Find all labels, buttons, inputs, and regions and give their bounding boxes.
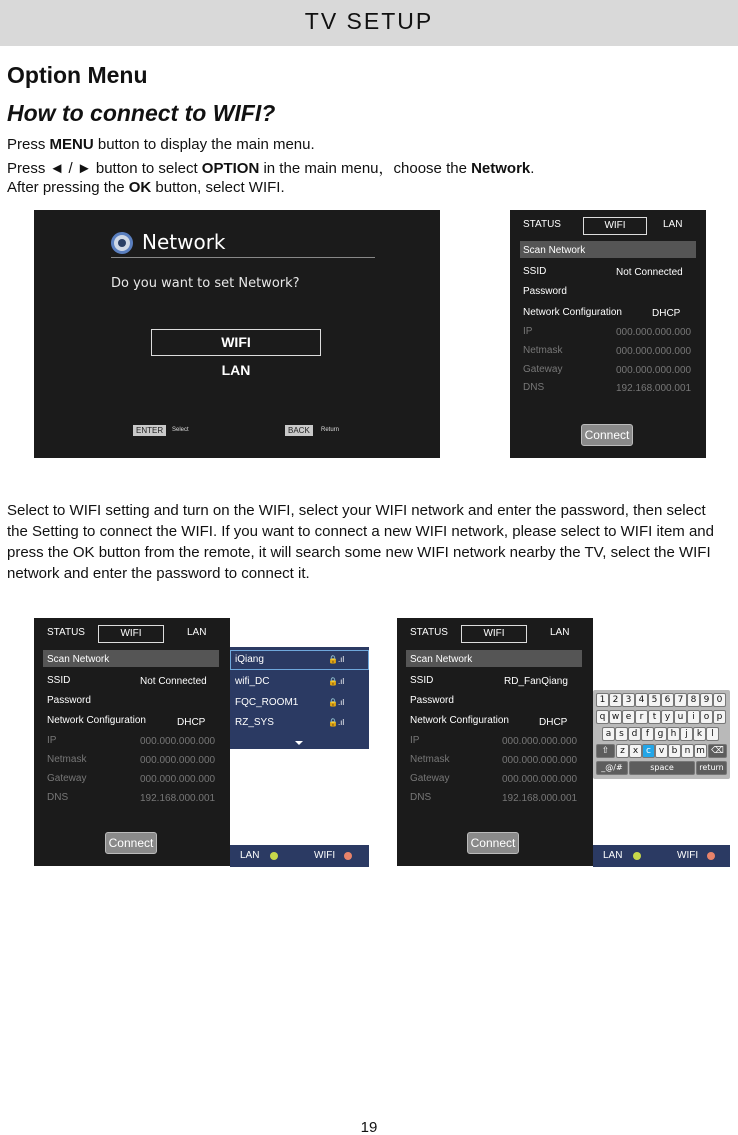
- netconfig-label[interactable]: Network Configuration: [410, 715, 509, 726]
- tab-lan[interactable]: LAN: [187, 627, 207, 638]
- lock-signal-icon: 🔒.ıl: [328, 718, 345, 727]
- lan-status-dot-icon: [633, 852, 641, 860]
- connection-status-bar: [230, 845, 369, 867]
- option-wifi[interactable]: WIFI: [151, 329, 321, 356]
- key[interactable]: x: [629, 744, 642, 758]
- key[interactable]: i: [687, 710, 700, 724]
- lock-signal-icon: 🔒.ıl: [328, 655, 345, 664]
- network-keyword: Network: [471, 160, 531, 177]
- key[interactable]: r: [635, 710, 648, 724]
- scan-network[interactable]: Scan Network: [523, 245, 586, 256]
- netconfig-label[interactable]: Network Configuration: [47, 715, 146, 726]
- lan-status-label: LAN: [240, 850, 260, 861]
- connect-button[interactable]: Connect: [105, 832, 157, 854]
- key[interactable]: l: [706, 727, 719, 741]
- gateway-value: 000.000.000.000: [616, 365, 692, 376]
- ip-label: IP: [523, 326, 533, 337]
- key[interactable]: p: [713, 710, 726, 724]
- password-label[interactable]: Password: [523, 286, 567, 297]
- key[interactable]: f: [641, 727, 654, 741]
- key[interactable]: 4: [635, 693, 648, 707]
- wifi-network-item[interactable]: iQiang: [235, 654, 264, 665]
- intro-line-2: [7, 157, 534, 178]
- gateway-label: Gateway: [523, 364, 563, 375]
- gateway-label: Gateway: [47, 773, 87, 784]
- status-screen-3: [397, 618, 593, 866]
- lan-status-dot-icon: [270, 852, 278, 860]
- key[interactable]: y: [661, 710, 674, 724]
- back-key: BACK: [285, 425, 313, 436]
- lock-signal-icon: 🔒.ıl: [328, 698, 345, 707]
- tab-lan[interactable]: LAN: [550, 627, 570, 638]
- return-key[interactable]: return: [696, 761, 727, 775]
- key[interactable]: 8: [687, 693, 700, 707]
- key[interactable]: h: [667, 727, 680, 741]
- ip-label: IP: [47, 735, 57, 746]
- key[interactable]: o: [700, 710, 713, 724]
- text: After pressing the: [7, 179, 129, 196]
- shift-icon[interactable]: ⇧: [596, 744, 615, 758]
- dns-value: 192.168.000.001: [140, 793, 216, 804]
- connect-button[interactable]: Connect: [467, 832, 519, 854]
- dns-label: DNS: [523, 382, 545, 393]
- tab-lan[interactable]: LAN: [663, 219, 683, 230]
- netmask-label: Netmask: [410, 754, 450, 765]
- key[interactable]: 6: [661, 693, 674, 707]
- dns-label: DNS: [410, 792, 432, 803]
- netconfig-label[interactable]: Network Configuration: [523, 307, 622, 318]
- wifi-network-list: [230, 647, 369, 749]
- key[interactable]: 5: [648, 693, 661, 707]
- page-header-title: TV SETUP: [304, 8, 434, 34]
- netmask-value: 000.000.000.000: [502, 755, 578, 766]
- tab-wifi[interactable]: WIFI: [583, 217, 647, 235]
- dns-label: DNS: [47, 792, 69, 803]
- lan-status-label: LAN: [603, 850, 623, 861]
- key[interactable]: z: [616, 744, 629, 758]
- key-selected[interactable]: c: [642, 744, 655, 758]
- wifi-status-label: WIFI: [314, 850, 336, 861]
- ssid-value: Not Connected: [140, 676, 207, 687]
- dns-value: 192.168.000.001: [616, 383, 692, 394]
- key[interactable]: s: [615, 727, 628, 741]
- tab-status[interactable]: STATUS: [523, 219, 561, 230]
- section-title: Option Menu: [7, 62, 148, 88]
- key[interactable]: j: [680, 727, 693, 741]
- wifi-network-item[interactable]: wifi_DC: [235, 676, 270, 687]
- wifi-status-dot-icon: [344, 852, 352, 860]
- key[interactable]: a: [602, 727, 615, 741]
- wifi-network-item[interactable]: RZ_SYS: [235, 717, 274, 728]
- netmask-label: Netmask: [47, 754, 87, 765]
- lock-signal-icon: 🔒.ıl: [328, 677, 345, 686]
- option-keyword: OPTION: [201, 160, 260, 177]
- key[interactable]: 1: [596, 693, 609, 707]
- network-title: Network: [142, 230, 226, 254]
- symbols-key[interactable]: _@/#: [596, 761, 628, 775]
- divider: [111, 257, 375, 258]
- on-screen-keyboard: [593, 690, 730, 779]
- netmask-value: 000.000.000.000: [616, 346, 692, 357]
- enter-label: Select: [172, 427, 189, 433]
- netconfig-value: DHCP: [177, 717, 206, 728]
- key[interactable]: w: [609, 710, 622, 724]
- key[interactable]: m: [694, 744, 707, 758]
- key[interactable]: 3: [622, 693, 635, 707]
- text: in the main menu，choose the: [259, 160, 472, 177]
- netconfig-value: DHCP: [539, 717, 568, 728]
- netmask-label: Netmask: [523, 345, 563, 356]
- header-bar: [0, 0, 738, 46]
- text: button, select WIFI.: [151, 179, 285, 196]
- intro-line-1: [7, 136, 315, 153]
- gateway-label: Gateway: [410, 773, 450, 784]
- key[interactable]: e: [622, 710, 635, 724]
- back-label: Return: [321, 427, 340, 433]
- tab-status[interactable]: STATUS: [410, 627, 448, 638]
- netconfig-value: DHCP: [652, 308, 681, 319]
- key[interactable]: v: [655, 744, 668, 758]
- status-screen-2: [34, 618, 230, 866]
- wifi-status-dot-icon: [707, 852, 715, 860]
- key[interactable]: k: [693, 727, 706, 741]
- text: Press: [7, 136, 50, 153]
- key[interactable]: 2: [609, 693, 622, 707]
- ssid-value: RD_FanQiang: [504, 676, 568, 687]
- connect-button[interactable]: Connect: [581, 424, 633, 446]
- subsection-title: How to connect to WIFI?: [7, 100, 276, 126]
- ssid-value: Not Connected: [616, 267, 683, 278]
- space-key[interactable]: space: [629, 761, 695, 775]
- ok-keyword: OK: [128, 179, 152, 196]
- text: .: [530, 160, 535, 177]
- ip-value: 000.000.000.000: [502, 736, 578, 747]
- status-screen-1: [510, 210, 706, 458]
- menu-keyword: MENU: [49, 136, 94, 153]
- wifi-status-label: WIFI: [677, 850, 699, 861]
- wifi-network-item[interactable]: FQC_ROOM1: [235, 697, 299, 708]
- tab-wifi[interactable]: WIFI: [98, 625, 164, 643]
- enter-key: ENTER: [133, 425, 166, 436]
- scroll-down-icon[interactable]: [295, 741, 303, 745]
- scan-network[interactable]: Scan Network: [47, 654, 110, 665]
- gateway-value: 000.000.000.000: [502, 774, 578, 785]
- network-question: Do you want to set Network?: [111, 276, 300, 291]
- key[interactable]: 7: [674, 693, 687, 707]
- tab-status[interactable]: STATUS: [47, 627, 85, 638]
- instructions-paragraph: Select to WIFI setting and turn on the WIFI, select your WIFI network and enter the password, then select the Setting to connect the WIFI. If you want to connect a new WIFI network, please select to WIFI item and press the OK button from the remote, it will search some new WIFI network nearby the TV, select the WIFI network and enter the password to connect it.: [7, 502, 714, 582]
- connection-status-bar: [593, 845, 730, 867]
- text: button to display the main menu.: [93, 136, 315, 153]
- tab-wifi[interactable]: WIFI: [461, 625, 527, 643]
- key[interactable]: 9: [700, 693, 713, 707]
- text: Press ◄ / ► button to select: [7, 160, 202, 177]
- intro-line-3: [7, 179, 285, 196]
- network-screen: [34, 210, 440, 458]
- scan-network[interactable]: Scan Network: [410, 654, 473, 665]
- gateway-value: 000.000.000.000: [140, 774, 216, 785]
- password-label[interactable]: Password: [410, 695, 454, 706]
- ssid-label: SSID: [47, 675, 71, 686]
- backspace-icon[interactable]: ⌫: [708, 744, 727, 758]
- network-gear-icon: [111, 232, 133, 254]
- ip-label: IP: [410, 735, 420, 746]
- key[interactable]: n: [681, 744, 694, 758]
- dns-value: 192.168.000.001: [502, 793, 578, 804]
- option-lan[interactable]: LAN: [221, 362, 251, 378]
- page-number: 19: [360, 1119, 378, 1135]
- ip-value: 000.000.000.000: [616, 327, 692, 338]
- password-label[interactable]: Password: [47, 695, 91, 706]
- ip-value: 000.000.000.000: [140, 736, 216, 747]
- key[interactable]: g: [654, 727, 667, 741]
- key[interactable]: q: [596, 710, 609, 724]
- key[interactable]: d: [628, 727, 641, 741]
- netmask-value: 000.000.000.000: [140, 755, 216, 766]
- key[interactable]: u: [674, 710, 687, 724]
- key[interactable]: b: [668, 744, 681, 758]
- ssid-label: SSID: [410, 675, 434, 686]
- key[interactable]: 0: [713, 693, 726, 707]
- key[interactable]: t: [648, 710, 661, 724]
- ssid-label: SSID: [523, 266, 547, 277]
